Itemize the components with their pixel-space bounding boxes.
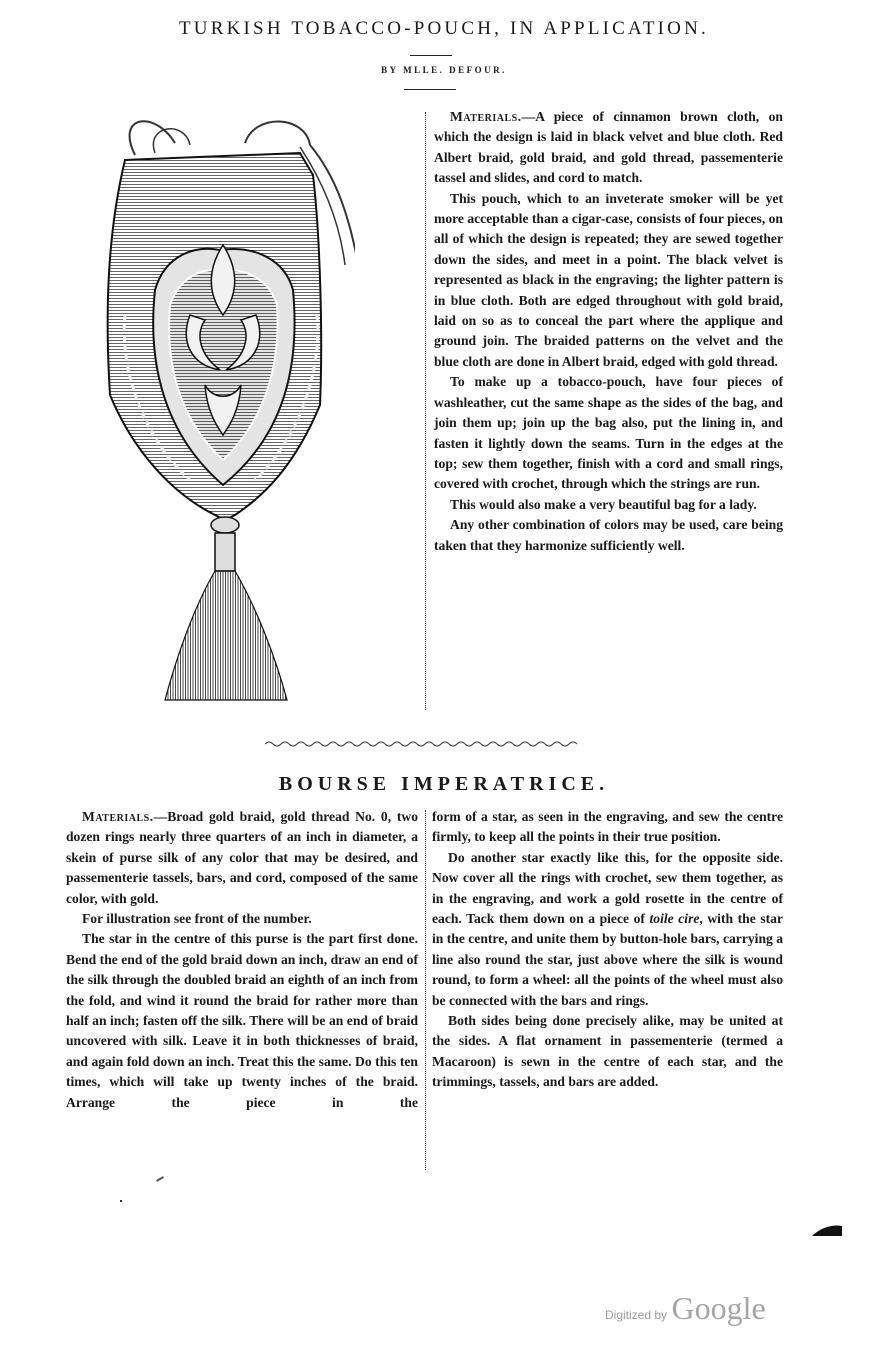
paragraph: To make up a tobacco-pouch, have four pieces of washleather, cut the same shape as the sides of the bag, and join them up; join up the bag also, put the lining in, and fasten it lightly down the seams. Turn in the edges at the top; sew them together, finish with a cord and small rings, covered with crochet, through which the strings are run. [434,374,783,492]
paragraph: The star in the centre of this purse is the part first done. Bend the end of the gold braid down an inch, draw an end of the silk through the doubled braid an eighth of an inch from the fold, and wind it round the braid for rather more than half an inch; fasten off the silk. There will be an end of braid uncovered with silk. Leave it in both thicknesses of braid, and again fold down an inch. Treat this the same. Do this ten times, which will take up twenty inches of the braid. Arrange the piece in the [66,931,418,1110]
paragraph [432,848,783,1011]
paragraph: form of a star, as seen in the engraving, and sew the centre firmly, to keep all the points in their true position. [432,809,783,845]
column-rule-bottom [425,810,426,1170]
article2-right-column [432,807,783,1093]
title-rule [410,55,452,56]
materials-label: Materials. [82,809,154,824]
text-run: , with the star in the centre, and unite them by button-hole bars, carrying a line also round the star, just above where the silk is wound round, to form a wheel: all the points of the wheel must also be connected with the bars and rings. [432,911,783,1008]
article2-left-column [66,807,418,1113]
digitized-watermark [605,1290,766,1327]
ink-speck [156,1176,164,1182]
materials-label: Materials. [450,109,522,124]
paragraph-materials [434,107,783,189]
italic-term: toile cire [649,911,700,927]
article2-title: BOURSE IMPERATRICE. [278,773,610,795]
materials-text: —Broad gold braid, gold thread No. 0, two dozen rings nearly three quarters of an inch in diameter, a skein of purse silk of any color that may be desired, and passementerie tassels, bars, and cord, composed of the same color, with gold. [66,809,418,906]
paragraph: This pouch, which to an inveterate smoker will be yet more acceptable than a cigar-case, consists of four pieces, on all of which the design is repeated; they are sewed together down the sides, and meet in a point. The black velvet is represented as black in the engraving; the lighter pattern is in blue cloth. Both are edged throughout with gold braid, laid on so as to conceal the part where the applique and ground join. The braided patterns on the velvet and the blue cloth are done in Albert braid, edged with gold thread. [434,190,783,369]
materials-text: —A piece of cinnamon brown cloth, on which the design is laid in black velvet and blue cloth. Red Albert braid, gold braid, and gold thread, passementerie tassel and slides, and cord to match. [434,109,783,186]
watermark-prefix: Digitized by [605,1308,668,1322]
article1-text-column [434,107,783,556]
paragraph: This would also make a very beautiful bag for a lady. [450,496,757,512]
google-logo: Google [671,1290,766,1326]
paragraph: Any other combination of colors may be used, care being taken that they harmonize sufficiently well. [434,517,783,553]
text-run: Do another star exactly like this, for the opposite side. Now cover all the rings with crochet, sew them together, as in the engraving, and work a gold rosette in the centre of each. Tack them down on a piece of [432,849,783,927]
byline-rule [404,89,456,90]
decorative-divider [265,738,580,750]
byline: BY MLLE. DEFOUR. [381,65,507,75]
paragraph: For illustration see front of the number. [82,911,312,927]
tobacco-pouch-illustration [95,115,355,705]
column-rule-top [425,112,426,710]
article-title: TURKISH TOBACCO-POUCH, IN APPLICATION. [179,18,709,39]
paragraph-materials [66,807,418,909]
paragraph: Both sides being done precisely alike, may be united at the sides. A flat ornament in passementerie (termed a Macaroon) is sewn in the centre of each star, and the trimmings, tassels, and bars are added. [432,1013,783,1090]
ink-speck [120,1200,122,1202]
page-edge-mark [810,1222,844,1240]
